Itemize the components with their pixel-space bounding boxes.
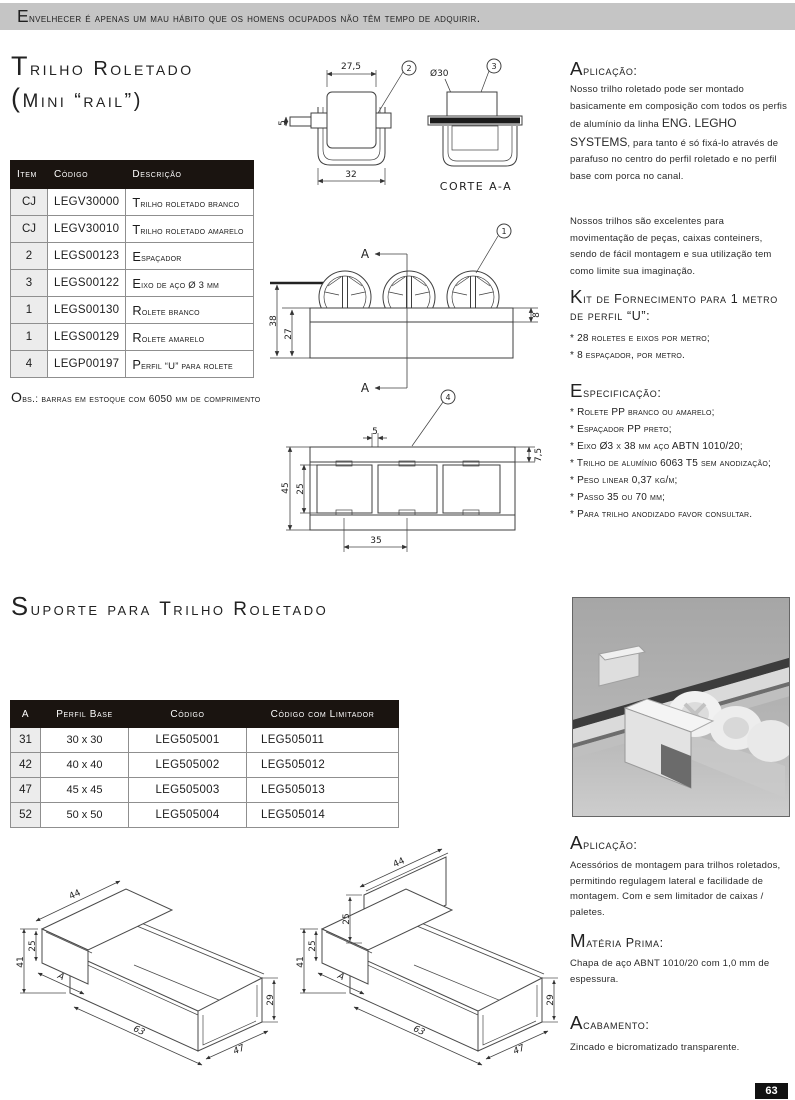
- dim-41: 41: [16, 956, 26, 968]
- col-header-item: Item: [11, 161, 48, 189]
- cell-item: 3: [11, 270, 48, 297]
- cell-codigo: LEGV30000: [48, 189, 126, 216]
- cell-perfil-base: 45 x 45: [41, 778, 129, 803]
- cell-codigo-limitador: LEG505013: [247, 778, 399, 803]
- table-row: [11, 243, 254, 270]
- dim-63: 63: [131, 1024, 147, 1039]
- dim-27: 27: [284, 328, 294, 340]
- cell-codigo: LEGS00130: [48, 297, 126, 324]
- parts-table: [10, 160, 254, 378]
- cell-perfil-base: 40 x 40: [41, 753, 129, 778]
- cell-perfil-base: 50 x 50: [41, 803, 129, 828]
- cell-descricao: Rolete branco: [126, 297, 254, 324]
- dim-25: 25: [296, 483, 306, 495]
- cell-codigo-limitador: LEG505014: [247, 803, 399, 828]
- dim-44: 44: [391, 856, 407, 871]
- technical-drawing-trilho: [262, 56, 568, 570]
- materia-prima-heading: Matéria Prima:: [570, 930, 664, 951]
- dim-7-5: 7,5: [534, 447, 544, 463]
- page-number-badge: 63: [755, 1083, 788, 1099]
- table-row: [11, 324, 254, 351]
- aplicacao-text: Nosso trilho roletado pode ser montado basicamente em composição com todos os perfis de alumínio da linha: [570, 84, 788, 130]
- dim-47: 47: [511, 1043, 527, 1058]
- cell-codigo: LEG505003: [129, 778, 247, 803]
- cell-codigo: LEG505004: [129, 803, 247, 828]
- aplicacao-paragraph-2: Nossos trilhos são excelentes para movimentação de peças, caixas conteiners, sendo de fácil montagem e sua utilização tem como limite sua imaginação.: [570, 216, 772, 277]
- table-header-row: [11, 161, 254, 189]
- stock-note: Obs.: barras em estoque com 6050 mm de comprimento: [11, 389, 261, 405]
- col-header-codigo-limitador: Código com Limitador: [247, 701, 399, 728]
- cell-codigo: LEGS00129: [48, 324, 126, 351]
- materia-prima-body: Chapa de aço ABNT 1010/20 com 1,0 mm de espessura.: [570, 958, 770, 985]
- acabamento-body: Zincado e bicromatizado transparente.: [570, 1042, 740, 1053]
- dim-25: 25: [308, 940, 318, 952]
- corte-caption: CORTE A-A: [439, 180, 513, 193]
- cell-codigo: LEGP00197: [48, 351, 126, 378]
- dim-32: 32: [345, 170, 357, 180]
- cell-item: 1: [11, 324, 48, 351]
- table-row: [11, 216, 254, 243]
- cell-descricao: Trilho roletado amarelo: [126, 216, 254, 243]
- table-row: [11, 803, 399, 828]
- table-row: [11, 297, 254, 324]
- dim-25-plate: 25: [342, 913, 352, 925]
- kit-heading: Kit de Fornecimento para 1 metro de perfil “U”:: [570, 286, 778, 323]
- table-row: [11, 753, 399, 778]
- aplicacao2-heading: Aplicação:: [570, 832, 638, 853]
- cell-codigo-limitador: LEG505012: [247, 753, 399, 778]
- cell-codigo: LEGV30010: [48, 216, 126, 243]
- dim-47: 47: [231, 1043, 247, 1058]
- table-row: [11, 778, 399, 803]
- dim-a: A: [335, 971, 346, 983]
- spec-item: * Para trilho anodizado favor consultar.: [570, 509, 753, 520]
- dim-gap-5: 5: [372, 427, 378, 437]
- cell-codigo: LEGS00122: [48, 270, 126, 297]
- cell-codigo-limitador: LEG505011: [247, 728, 399, 753]
- dim-63: 63: [411, 1024, 427, 1039]
- iso-drawing-suporte-limitador: [288, 845, 568, 1070]
- aplicacao-heading: Aplicação:: [570, 58, 638, 79]
- cell-descricao: Rolete amarelo: [126, 324, 254, 351]
- cell-a: 42: [11, 753, 41, 778]
- cell-codigo: LEGS00123: [48, 243, 126, 270]
- col-header-descricao: Descrição: [126, 161, 254, 189]
- dim-diam-30: Ø30: [430, 69, 449, 79]
- suporte-table: [10, 700, 399, 828]
- table-header-row: [11, 701, 399, 728]
- cell-item: 4: [11, 351, 48, 378]
- col-header-codigo: Código: [48, 161, 126, 189]
- cell-perfil-base: 30 x 30: [41, 728, 129, 753]
- dim-8: 8: [532, 312, 542, 318]
- kit-item: * 28 roletes e eixos por metro;: [570, 333, 710, 344]
- section1-title-line1: Trilho Roletado: [11, 51, 194, 81]
- aplicacao-text: , para tanto é só fixá-lo através de parafuso no centro do perfil roletado e no perfil base com porca no canal.: [570, 137, 779, 182]
- section-label-a-top: A: [360, 247, 370, 261]
- aplicacao2-body: Acessórios de montagem para trilhos roletados, permitindo regulagem lateral e facilidade de montagem. Com e sem limitador de caixas / paletes.: [570, 860, 781, 918]
- col-header-a: A: [11, 701, 41, 728]
- spec-item: * Passo 35 ou 70 mm;: [570, 492, 666, 503]
- dim-27-5: 27,5: [340, 62, 362, 72]
- spec-item: * Rolete PP branco ou amarelo;: [570, 407, 715, 418]
- cell-codigo: LEG505002: [129, 753, 247, 778]
- cell-codigo: LEG505001: [129, 728, 247, 753]
- spec-item: * Trilho de alumínio 6063 T5 sem anodização;: [570, 458, 771, 469]
- table-row: [11, 728, 399, 753]
- cell-descricao: Perfil “U” para rolete: [126, 351, 254, 378]
- balloon-2: 2: [406, 64, 412, 73]
- brand-name: ENG. LEGHO SYSTEMS: [570, 116, 737, 149]
- dim-29: 29: [546, 994, 556, 1006]
- iso-drawing-suporte: [8, 845, 288, 1070]
- spec-item: * Peso linear 0,37 kg/m;: [570, 475, 678, 486]
- kit-list: [570, 330, 790, 364]
- section2-title: Suporte para Trilho Roletado: [11, 593, 329, 621]
- cell-item: CJ: [11, 189, 48, 216]
- acabamento-heading: Acabamento:: [570, 1012, 650, 1033]
- dim-a: A: [55, 971, 66, 983]
- especificacao-list: [570, 404, 790, 523]
- product-photo: [572, 597, 790, 817]
- aplicacao-paragraph: [570, 82, 790, 185]
- dim-29: 29: [266, 994, 276, 1006]
- section1-title-line2: (mini “rail”): [11, 83, 143, 113]
- spec-item: * Espaçador PP preto;: [570, 424, 672, 435]
- table-row: [11, 189, 254, 216]
- dim-41: 41: [296, 956, 306, 968]
- cell-item: 2: [11, 243, 48, 270]
- dim-35: 35: [370, 536, 382, 546]
- table-row: [11, 351, 254, 378]
- table-row: [11, 270, 254, 297]
- cell-a: 31: [11, 728, 41, 753]
- cell-descricao: Eixo de aço Ø 3 mm: [126, 270, 254, 297]
- cell-item: CJ: [11, 216, 48, 243]
- cell-descricao: Espaçador: [126, 243, 254, 270]
- col-header-codigo: Código: [129, 701, 247, 728]
- dim-5: 5: [278, 120, 288, 126]
- col-header-perfil-base: Perfil Base: [41, 701, 129, 728]
- section-label-a-bottom: A: [360, 381, 370, 395]
- balloon-3: 3: [491, 62, 497, 71]
- dim-38: 38: [269, 315, 279, 327]
- balloon-1: 1: [501, 227, 507, 236]
- dim-25: 25: [28, 940, 38, 952]
- page-banner-quote: Envelhecer é apenas um mau hábito que os homens ocupados não têm tempo de adquirir.: [0, 3, 795, 30]
- cell-descricao: Trilho roletado branco: [126, 189, 254, 216]
- especificacao-heading: Especificação:: [570, 380, 662, 401]
- cell-a: 47: [11, 778, 41, 803]
- spec-item: * Eixo Ø3 x 38 mm aço ABTN 1010/20;: [570, 441, 743, 452]
- balloon-4: 4: [445, 393, 451, 402]
- kit-item: * 8 espaçador, por metro.: [570, 350, 686, 361]
- cell-a: 52: [11, 803, 41, 828]
- section1-title: [11, 52, 194, 116]
- dim-44: 44: [67, 888, 83, 903]
- cell-item: 1: [11, 297, 48, 324]
- dim-45: 45: [281, 482, 291, 494]
